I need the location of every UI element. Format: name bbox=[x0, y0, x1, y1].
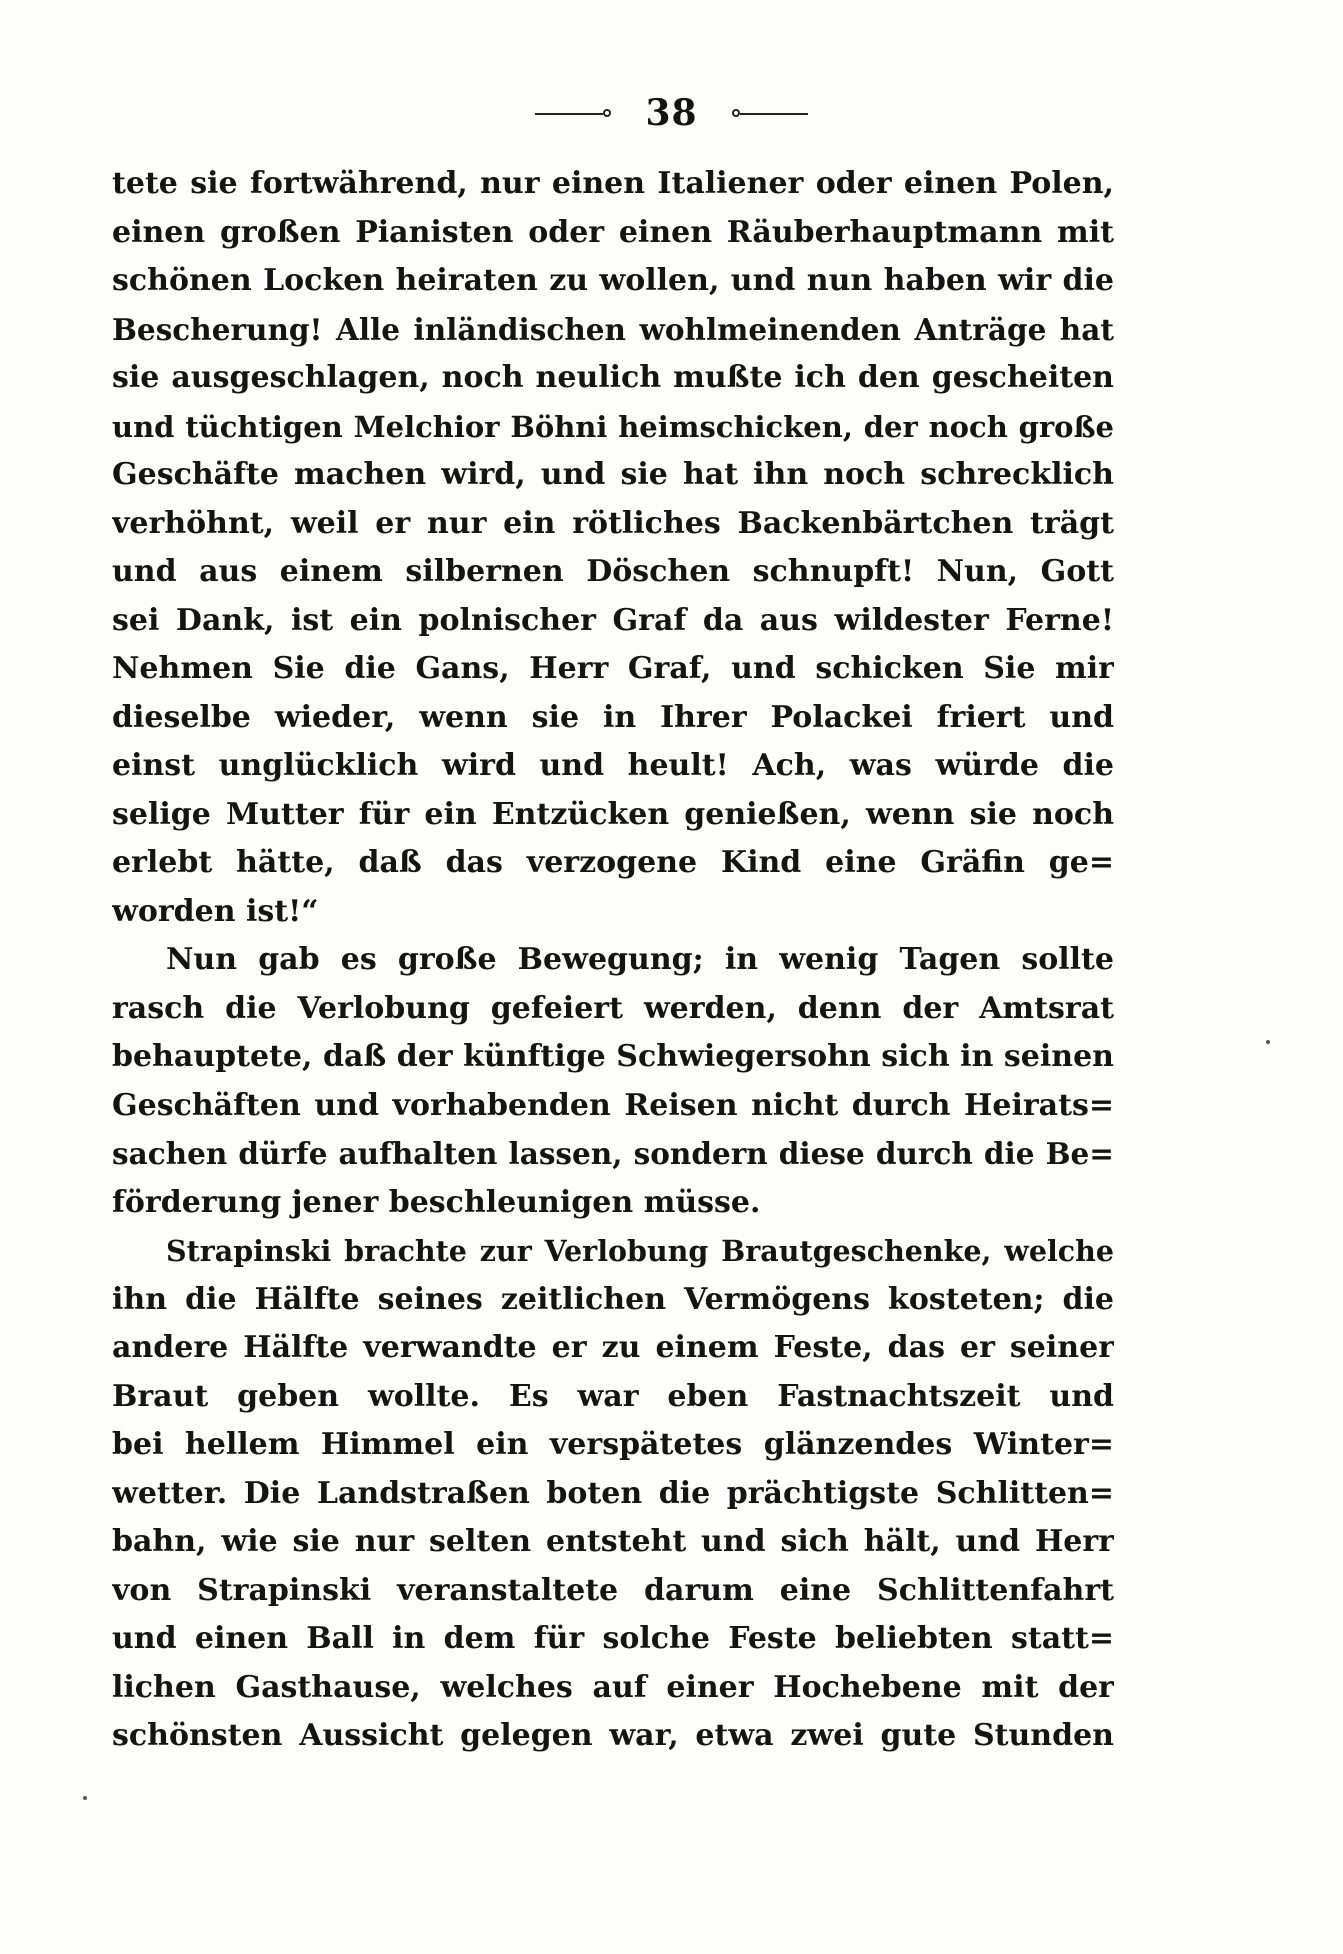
text-line: Nun gab es große Bewegung; in wenig Tagen sollte bbox=[166, 942, 1114, 977]
text-line: Geschäfte machen wird, und sie hat ihn noch schrecklich bbox=[112, 457, 1114, 492]
text-line: sachen dürfe aufhalten lassen, sondern diese durch die Be= bbox=[112, 1136, 1114, 1171]
text-line: Braut geben wollte. Es war eben Fastnachtszeit und bbox=[112, 1378, 1114, 1414]
text-line: und einen Ball in dem für solche Feste beliebten statt= bbox=[112, 1621, 1114, 1656]
text-line: einst unglücklich wird und heult! Ach, was würde die bbox=[112, 748, 1114, 783]
text-line: und tüchtigen Melchior Böhni heimschicken, der noch große bbox=[112, 409, 1114, 444]
text-line: bei hellem Himmel ein verspätetes glänzendes Winter= bbox=[112, 1427, 1114, 1462]
page-number: 38 bbox=[645, 92, 698, 134]
text-line: schönsten Aussicht gelegen war, etwa zwei gute Stunden bbox=[112, 1718, 1114, 1753]
text-line: schönen Locken heiraten zu wollen, und nun haben wir die bbox=[112, 263, 1114, 298]
text-line: von Strapinski veranstaltete darum eine Schlittenfahrt bbox=[112, 1572, 1114, 1608]
text-line: einen großen Pianisten oder einen Räuberhauptmann mit bbox=[112, 214, 1114, 250]
body-text bbox=[112, 160, 1114, 1761]
text-line: verhöhnt, weil er nur ein rötliches Backenbärtchen trägt bbox=[112, 505, 1114, 541]
text-line: Strapinski brachte zur Verlobung Brautgeschenke, welche bbox=[166, 1234, 1114, 1268]
text-line: andere Hälfte verwandte er zu einem Feste, das er seiner bbox=[112, 1330, 1114, 1365]
header-ornament-right bbox=[720, 103, 808, 123]
text-line: Bescherung! Alle inländischen wohlmeinenden Anträge hat bbox=[112, 311, 1114, 347]
text-line: förderung jener beschleunigen müsse. bbox=[112, 1184, 761, 1220]
scan-speck bbox=[1266, 1040, 1270, 1044]
paragraph bbox=[112, 1227, 1114, 1761]
text-line: tete sie fortwährend, nur einen Italiener oder einen Polen, bbox=[112, 166, 1114, 201]
text-line: lichen Gasthause, welches auf einer Hochebene mit der bbox=[112, 1669, 1114, 1705]
text-line: ihn die Hälfte seines zeitlichen Vermögens kosteten; die bbox=[112, 1281, 1114, 1317]
text-line: sei Dank, ist ein polnischer Graf da aus wildester Ferne! bbox=[112, 602, 1114, 638]
text-line: Geschäften und vorhabenden Reisen nicht durch Heirats= bbox=[112, 1087, 1114, 1123]
text-line: sie ausgeschlagen, noch neulich mußte ich den gescheiten bbox=[112, 360, 1114, 395]
text-line: worden ist!“ bbox=[112, 893, 319, 929]
text-line: selige Mutter für ein Entzücken genießen, wenn sie noch bbox=[112, 796, 1114, 832]
text-line: erlebt hätte, daß das verzogene Kind eine Gräfin ge= bbox=[112, 845, 1114, 880]
text-line: und aus einem silbernen Döschen schnupft! Nun, Gott bbox=[112, 554, 1114, 589]
text-line: wetter. Die Landstraßen boten die prächtigste Schlitten= bbox=[112, 1475, 1114, 1511]
scan-speck bbox=[83, 1796, 87, 1800]
text-line: rasch die Verlobung gefeiert werden, denn der Amtsrat bbox=[112, 990, 1114, 1026]
paragraph bbox=[112, 160, 1114, 936]
page-header bbox=[0, 88, 1343, 138]
text-line: behauptete, daß der künftige Schwiegersohn sich in seinen bbox=[112, 1039, 1114, 1074]
text-line: bahn, wie sie nur selten entsteht und sich hält, und Herr bbox=[112, 1524, 1114, 1559]
text-line: dieselbe wieder, wenn sie in Ihrer Polackei friert und bbox=[112, 699, 1114, 735]
header-ornament-left bbox=[535, 103, 623, 123]
paragraph bbox=[112, 936, 1114, 1227]
text-line: Nehmen Sie die Gans, Herr Graf, und schicken Sie mir bbox=[112, 651, 1114, 686]
